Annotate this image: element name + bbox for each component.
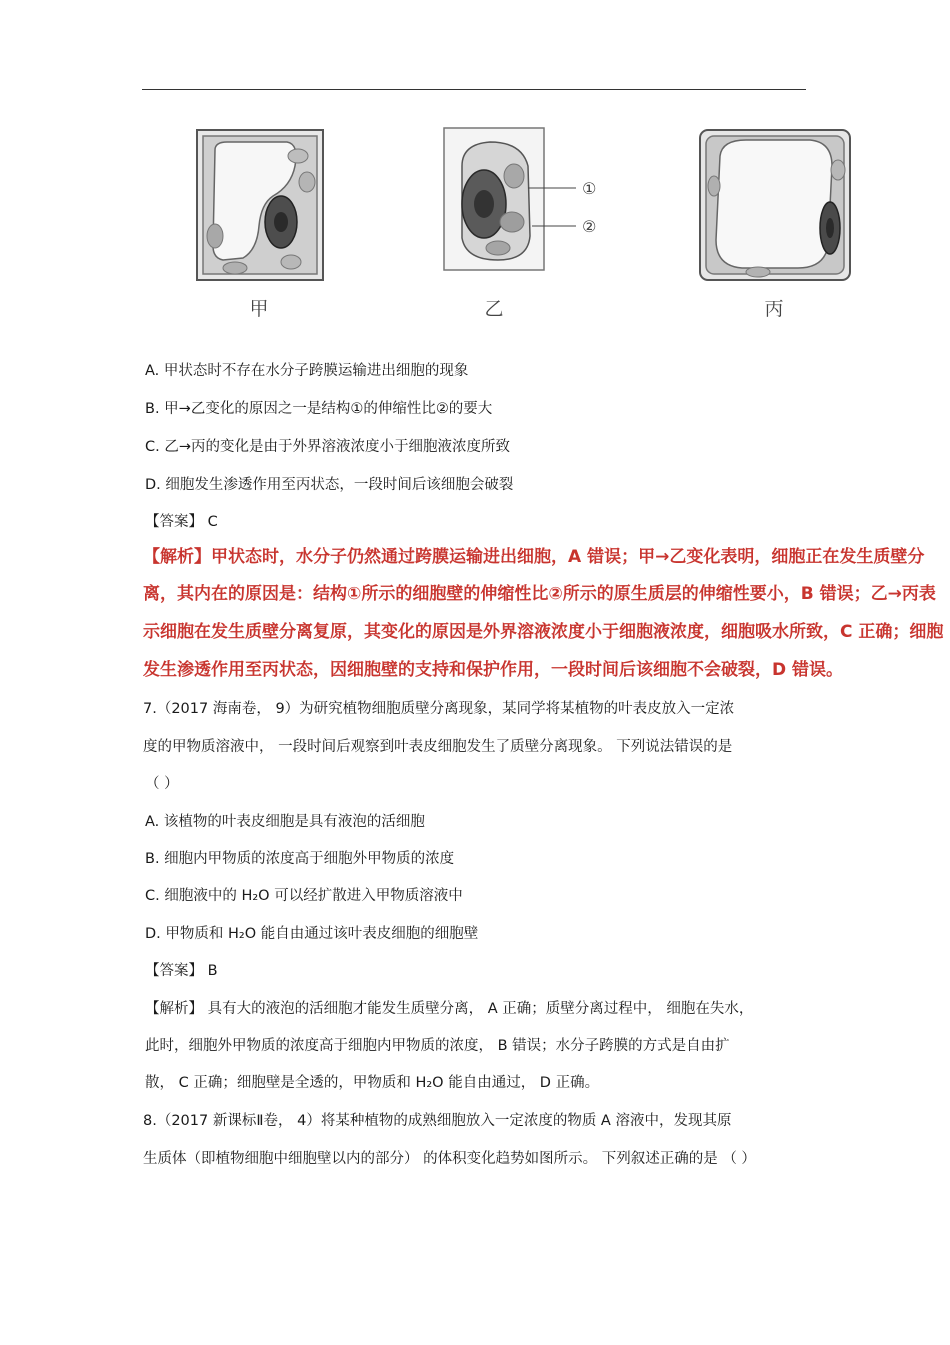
q6-analysis-line-2: 离，其内在的原因是：结构①所示的细胞壁的伸缩性比②所示的原生质层的伸缩性要小，B 错误；乙→丙表: [143, 584, 936, 604]
q8-stem-line-2: 生质体（即植物细胞中细胞壁以内的部分） 的体积变化趋势如图所示。 下列叙述正确的是 （ ）: [143, 1151, 756, 1167]
q7-option-a: A. 该植物的叶表皮细胞是具有液泡的活细胞: [145, 814, 425, 830]
q6-option-b: B. 甲→乙变化的原因之一是结构①的伸缩性比②的要大: [145, 401, 493, 417]
q8-stem-line-1: 8.（2017 新课标Ⅱ卷， 4）将某种植物的成熟细胞放入一定浓度的物质 A 溶液中，发现其原: [143, 1113, 732, 1129]
q7-stem-line-3: （ ）: [145, 776, 179, 792]
header-rule: [142, 89, 806, 90]
q6-analysis-line-3: 示细胞在发生质壁分离复原，其变化的原因是外界溶液浓度小于细胞液浓度，细胞吸水所致，C 正确；细胞: [143, 622, 944, 642]
q6-option-c: C. 乙→丙的变化是由于外界溶液浓度小于细胞液浓度所致: [145, 439, 510, 455]
marker-2: ②: [582, 217, 597, 236]
q7-stem-line-2: 度的甲物质溶液中， 一段时间后观察到叶表皮细胞发生了质壁分离现象。 下列说法错误的是: [143, 739, 733, 755]
cell-figure-yi: [442, 126, 612, 320]
q7-answer: 【答案】 B: [145, 963, 218, 979]
q6-option-d: D. 细胞发生渗透作用至丙状态，一段时间后该细胞会破裂: [145, 477, 514, 493]
figure-label-bing: 丙: [764, 298, 784, 320]
q7-option-d: D. 甲物质和 H₂O 能自由通过该叶表皮细胞的细胞壁: [145, 926, 479, 942]
q7-analysis-line-2: 此时，细胞外甲物质的浓度高于细胞内甲物质的浓度， B 错误；水分子跨膜的方式是自由扩: [145, 1038, 730, 1054]
marker-1: ①: [582, 179, 597, 198]
q6-answer: 【答案】 C: [145, 514, 218, 530]
cell-figure-bing: [698, 126, 854, 320]
q6-analysis-line-4: 发生渗透作用至丙状态，因细胞壁的支持和保护作用，一段时间后该细胞不会破裂，D 错误。: [143, 660, 844, 680]
q7-analysis-line-3: 散， C 正确；细胞壁是全透的，甲物质和 H₂O 能自由通过， D 正确。: [145, 1075, 600, 1091]
q7-option-b: B. 细胞内甲物质的浓度高于细胞外甲物质的浓度: [145, 851, 455, 867]
cell-figures: [0, 118, 950, 318]
q6-option-a: A. 甲状态时不存在水分子跨膜运输进出细胞的现象: [145, 363, 469, 379]
figure-label-yi: 乙: [484, 298, 504, 320]
q7-option-c: C. 细胞液中的 H₂O 可以经扩散进入甲物质溶液中: [145, 888, 463, 904]
figure-label-jia: 甲: [249, 298, 269, 320]
q6-analysis-line-1: 【解析】甲状态时，水分子仍然通过跨膜运输进出细胞，A 错误；甲→乙变化表明，细胞正在发生质壁分: [143, 547, 925, 567]
q7-stem-line-1: 7.（2017 海南卷， 9）为研究植物细胞质壁分离现象，某同学将某植物的叶表皮放入一定浓: [143, 701, 735, 717]
q7-analysis-line-1: 【解析】 具有大的液泡的活细胞才能发生质壁分离， A 正确；质壁分离过程中， 细胞在失水，: [145, 1001, 754, 1017]
cell-figure-jia: [195, 126, 327, 320]
